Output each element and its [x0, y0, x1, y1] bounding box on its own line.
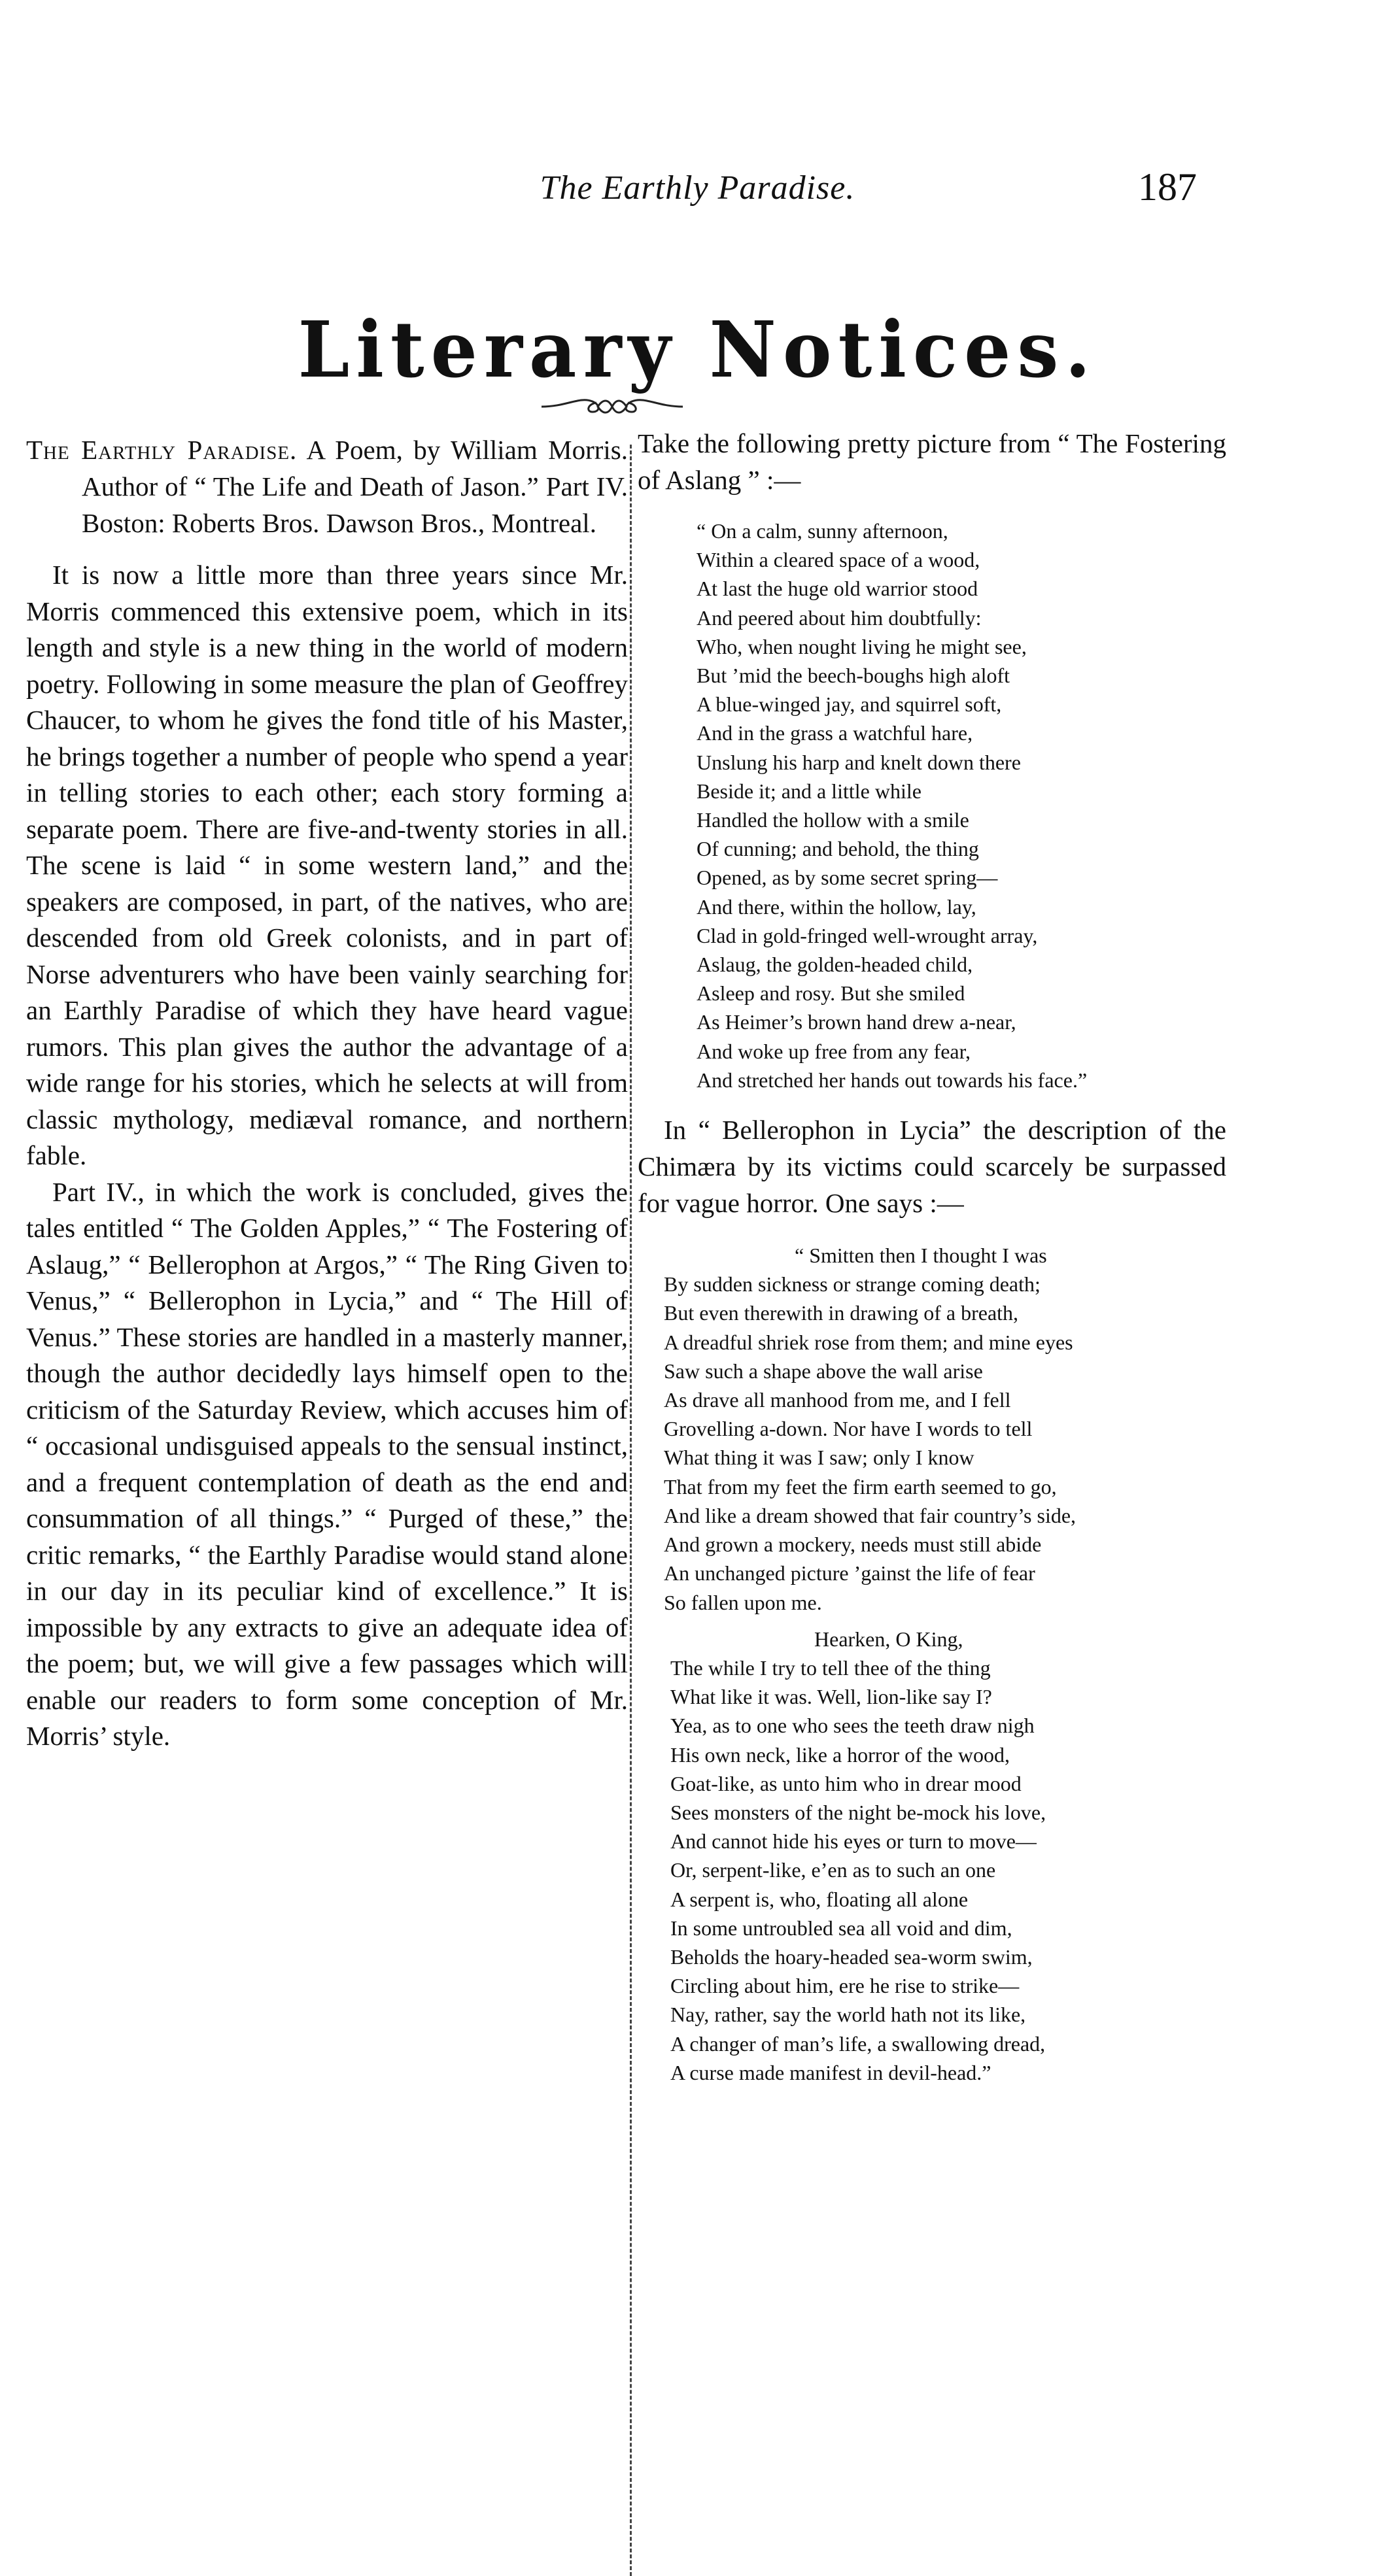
verse-line: A serpent is, who, floating all alone	[670, 1887, 969, 1911]
verse-line: What thing it was I saw; only I know	[664, 1446, 974, 1470]
verse-line: Saw such a shape above the wall arise	[664, 1359, 983, 1383]
verse-line: And grown a mockery, needs must still abide	[664, 1533, 1042, 1557]
running-head: The Earthly Paradise.	[540, 169, 855, 207]
verse-line: And there, within the hollow, lay,	[697, 894, 976, 919]
verse-line: Goat-like, as unto him who in drear mood	[670, 1771, 1022, 1795]
paragraph: Take the following pretty picture from “ The Fostering of Aslang ” :—	[638, 428, 1226, 495]
verse-line: And in the grass a watchful hare,	[697, 721, 973, 745]
verse-line: A blue-winged jay, and squirrel soft,	[697, 692, 1002, 717]
verse-line: And woke up free from any fear,	[697, 1039, 971, 1063]
verse-line: Circling about him, ere he rise to strike—	[670, 1974, 1020, 1998]
verse-line: A changer of man’s life, a swallowing dread,	[670, 2031, 1046, 2056]
verse-line: Yea, as to one who sees the teeth draw nigh	[670, 1714, 1035, 1738]
verse-line: “ Smitten then I thought I was	[795, 1244, 1047, 1268]
verse-line: Or, serpent-like, e’en as to such an one	[670, 1858, 996, 1882]
verse-line: Asleep and rosy. But she smiled	[697, 981, 965, 1006]
verse-line: Within a cleared space of a wood,	[697, 548, 980, 572]
section-title: Literary Notices.	[298, 305, 1097, 396]
verse-line: As drave all manhood from me, and I fell	[664, 1388, 1011, 1412]
poem-excerpt-aslaug	[638, 517, 1226, 1094]
verse-line: An unchanged picture ’gainst the life of fear	[664, 1561, 1035, 1585]
verse-line: But even therewith in drawing of a breath,	[664, 1301, 1019, 1325]
paragraph: It is now a little more than three years since Mr. Morris commenced this extensive poem, which in its length and style is a new thing in the world of modern poetry. Following in some measure the plan of Geoffrey Chaucer, to whom he gives the fond title of his Master, he brings together a number of people who spend a year in telling stories to each other; each story forming a separate poem. There are five-and-twenty stories in all. The scene is laid “ in some western land,” and the speakers are composed, in part, of the natives, who are descended from old Greek colonists, and in part of Norse adventurers who have been vainly searching for an Earthly Paradise of which they have heard vague rumors. This plan gives the author the advantage of a wide range for his stories, which he selects at will from classic mythology, mediæval romance, and northern fable.	[26, 560, 628, 1170]
verse-line: That from my feet the firm earth seemed to go,	[664, 1474, 1057, 1499]
column-rule	[630, 445, 632, 2576]
verse-line: Beholds the hoary-headed sea-worm swim,	[670, 1944, 1033, 1969]
verse-line: In some untroubled sea all void and dim,	[670, 1916, 1012, 1940]
verse-line: What like it was. Well, lion-like say I?	[670, 1685, 992, 1709]
verse-line: Who, when nought living he might see,	[697, 634, 1027, 658]
verse-line: Aslaug, the golden-headed child,	[697, 953, 973, 977]
verse-line: A dreadful shriek rose from them; and mine eyes	[664, 1330, 1073, 1354]
book-details: A Poem, by William Morris. Author of “ The Life and Death of Jason.” Part IV. Boston: Roberts Bros. Dawson Bros., Montreal.	[82, 435, 628, 538]
verse-line: The while I try to tell thee of the thing	[670, 1655, 991, 1680]
verse-line: Opened, as by some secret spring—	[697, 866, 998, 890]
verse-line: And like a dream showed that fair country’s side,	[664, 1503, 1076, 1527]
poem-excerpt-chimaera	[638, 1241, 1226, 1617]
verse-line: And stretched her hands out towards his face.”	[697, 1068, 1088, 1092]
verse-line: Beside it; and a little while	[697, 779, 921, 803]
book-title: The Earthly Paradise.	[26, 435, 298, 465]
verse-line: “ On a calm, sunny afternoon,	[697, 519, 948, 543]
paragraph: Part IV., in which the work is concluded, gives the tales entitled “ The Golden Apples,” “ The Fostering of Aslaug,” “ Bellerophon at Argos,” “ The Ring Given to Venus,” “ Bellerophon in Lycia,” and “ The Hill of Venus.” These stories are handled in a masterly manner, though the author decidedly lays himself open to the criticism of the Saturday Review, which accuses him of “ occasional undisguised appeals to the sensual instinct, and a frequent contemplation of death as the end and consummation of all things.” “ Purged of these,” the critic remarks, “ the Earthly Paradise would stand alone in our day in its peculiar kind of excellence.” It is impossible by any extracts to give an adequate idea of the poem; but, we will give a few passages which will enable our readers to form some conception of Mr. Morris’ style.	[26, 1176, 628, 1751]
poem-excerpt-hearken	[638, 1625, 1226, 2087]
paragraph: In “ Bellerophon in Lycia” the description of the Chimæra by its victims could scarcely be surpassed for vague horror. One says :—	[638, 1115, 1226, 1219]
verse-line: A curse made manifest in devil-head.”	[670, 2060, 991, 2084]
verse-line: As Heimer’s brown hand drew a-near,	[697, 1010, 1016, 1034]
verse-line: Handled the hollow with a smile	[697, 808, 969, 832]
verse-line: His own neck, like a horror of the wood,	[670, 1742, 1010, 1767]
verse-line: And peered about him doubtfully:	[697, 605, 982, 630]
verse-line: So fallen upon me.	[664, 1590, 822, 1614]
verse-line: And cannot hide his eyes or turn to move—	[670, 1829, 1037, 1854]
verse-line: Sees monsters of the night be-mock his love,	[670, 1800, 1046, 1824]
verse-line: Hearken, O King,	[814, 1627, 963, 1651]
verse-line: Clad in gold-fringed well-wrought array,	[697, 923, 1038, 947]
right-column	[638, 425, 1226, 2087]
page-number: 187	[1138, 165, 1197, 209]
verse-line: But ’mid the beech-boughs high aloft	[697, 664, 1010, 688]
book-entry	[26, 432, 628, 541]
verse-line: Unslung his harp and knelt down there	[697, 750, 1021, 774]
ornament-divider-icon	[540, 392, 684, 421]
verse-line: Nay, rather, say the world hath not its like,	[670, 2003, 1026, 2027]
verse-line: By sudden sickness or strange coming death;	[664, 1272, 1041, 1296]
verse-line: Of cunning; and behold, the thing	[697, 837, 979, 861]
verse-line: At last the huge old warrior stood	[697, 577, 978, 601]
left-column	[26, 432, 628, 1755]
verse-line: Grovelling a-down. Nor have I words to tell	[664, 1417, 1033, 1441]
